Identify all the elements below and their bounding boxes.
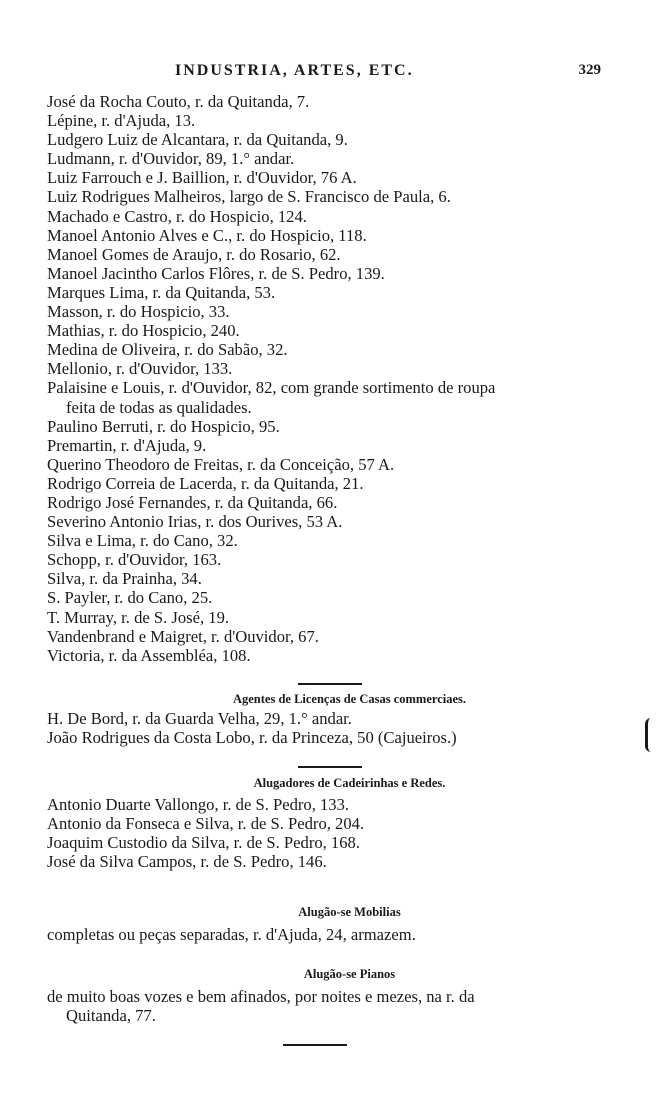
list-item: Masson, r. do Hospicio, 33. [47, 302, 230, 322]
list-item: Manoel Antonio Alves e C., r. do Hospicio, 118. [47, 225, 367, 245]
list-item: T. Murray, r. de S. José, 19. [47, 607, 230, 627]
list-item: Vandenbrand e Maigret, r. d'Ouvidor, 67. [47, 626, 319, 646]
list-item: João Rodrigues da Costa Lobo, r. da Princeza, 50 (Cajueiros.) [47, 728, 457, 747]
list-item: Paulino Berruti, r. do Hospicio, 95. [47, 416, 280, 436]
list-item: Luiz Farrouch e J. Baillion, r. d'Ouvidor, 76 A. [47, 168, 357, 188]
list-item: Mathias, r. do Hospicio, 240. [47, 321, 240, 341]
list-item: Ludmann, r. d'Ouvidor, 89, 1.° andar. [47, 149, 295, 169]
page-header [0, 62, 661, 86]
list-item: Rodrigo Correia de Lacerda, r. da Quitanda, 21. [47, 473, 364, 493]
section-pianos [47, 966, 612, 1025]
section-alugadores [47, 766, 612, 871]
list-item: Silva e Lima, r. do Cano, 32. [47, 531, 238, 551]
section-heading: Agentes de Licenças de Casas commerciaes. [232, 692, 467, 706]
list-item: Manoel Jacintho Carlos Flôres, r. de S. Pedro, 139. [47, 263, 385, 283]
list-item: Rodrigo José Fernandes, r. da Quitanda, 66. [47, 492, 338, 512]
list-item-continuation: Quitanda, 77. [66, 1006, 156, 1025]
list-item: Palaisine e Louis, r. d'Ouvidor, 82, com grande sortimento de roupa [47, 378, 496, 398]
list-item: Mellonio, r. d'Ouvidor, 133. [47, 359, 233, 379]
list-item: Manoel Gomes de Araujo, r. do Rosario, 62. [47, 244, 341, 264]
list-item: Victoria, r. da Assembléa, 108. [47, 645, 251, 665]
running-title: INDUSTRIA, ARTES, ETC. [175, 62, 414, 79]
list-item: Machado e Castro, r. do Hospicio, 124. [47, 206, 307, 226]
list-item-continuation: feita de todas as qualidades. [66, 397, 252, 417]
list-item: Antonio da Fonseca e Silva, r. de S. Pedro, 204. [47, 814, 365, 833]
list-item: José da Silva Campos, r. de S. Pedro, 146. [47, 852, 327, 871]
section-agentes [47, 683, 612, 747]
page-edge-mark [645, 718, 656, 752]
list-item: Silva, r. da Prainha, 34. [47, 569, 202, 589]
list-item: Querino Theodoro de Freitas, r. da Conceição, 57 A. [47, 454, 395, 474]
list-item: Joaquim Custodio da Silva, r. de S. Pedro, 168. [47, 833, 360, 852]
closing-divider [283, 1044, 347, 1046]
list-item: Marques Lima, r. da Quitanda, 53. [47, 282, 276, 302]
section-heading: Alugão-se Pianos [303, 967, 396, 981]
page-number: 329 [578, 62, 601, 78]
list-item: Ludgero Luiz de Alcantara, r. da Quitanda, 9. [47, 130, 348, 150]
list-item: Premartin, r. d'Ajuda, 9. [47, 435, 207, 455]
list-item: Schopp, r. d'Ouvidor, 163. [47, 550, 222, 570]
list-item: Medina de Oliveira, r. do Sabão, 32. [47, 340, 288, 360]
section-mobilias [47, 904, 612, 944]
section-heading: Alugadores de Cadeirinhas e Redes. [253, 776, 446, 790]
list-item: de muito boas vozes e bem afinados, por noites e mezes, na r. da [47, 987, 475, 1006]
list-item: Severino Antonio Irias, r. dos Ourives, 53 A. [47, 512, 343, 532]
list-item: Lépine, r. d'Ajuda, 13. [47, 111, 196, 131]
section-heading: Alugão-se Mobilias [298, 905, 401, 919]
list-item: José da Rocha Couto, r. da Quitanda, 7. [47, 92, 310, 111]
section-divider [298, 766, 362, 768]
list-item: H. De Bord, r. da Guarda Velha, 29, 1.° andar. [47, 709, 352, 728]
section-divider [298, 683, 362, 685]
list-item: S. Payler, r. do Cano, 25. [47, 588, 213, 608]
list-item: Antonio Duarte Vallongo, r. de S. Pedro, 133. [47, 795, 350, 814]
directory-list [47, 92, 612, 665]
list-item: completas ou peças separadas, r. d'Ajuda, 24, armazem. [47, 925, 416, 944]
list-item: Luiz Rodrigues Malheiros, largo de S. Francisco de Paula, 6. [47, 187, 451, 207]
